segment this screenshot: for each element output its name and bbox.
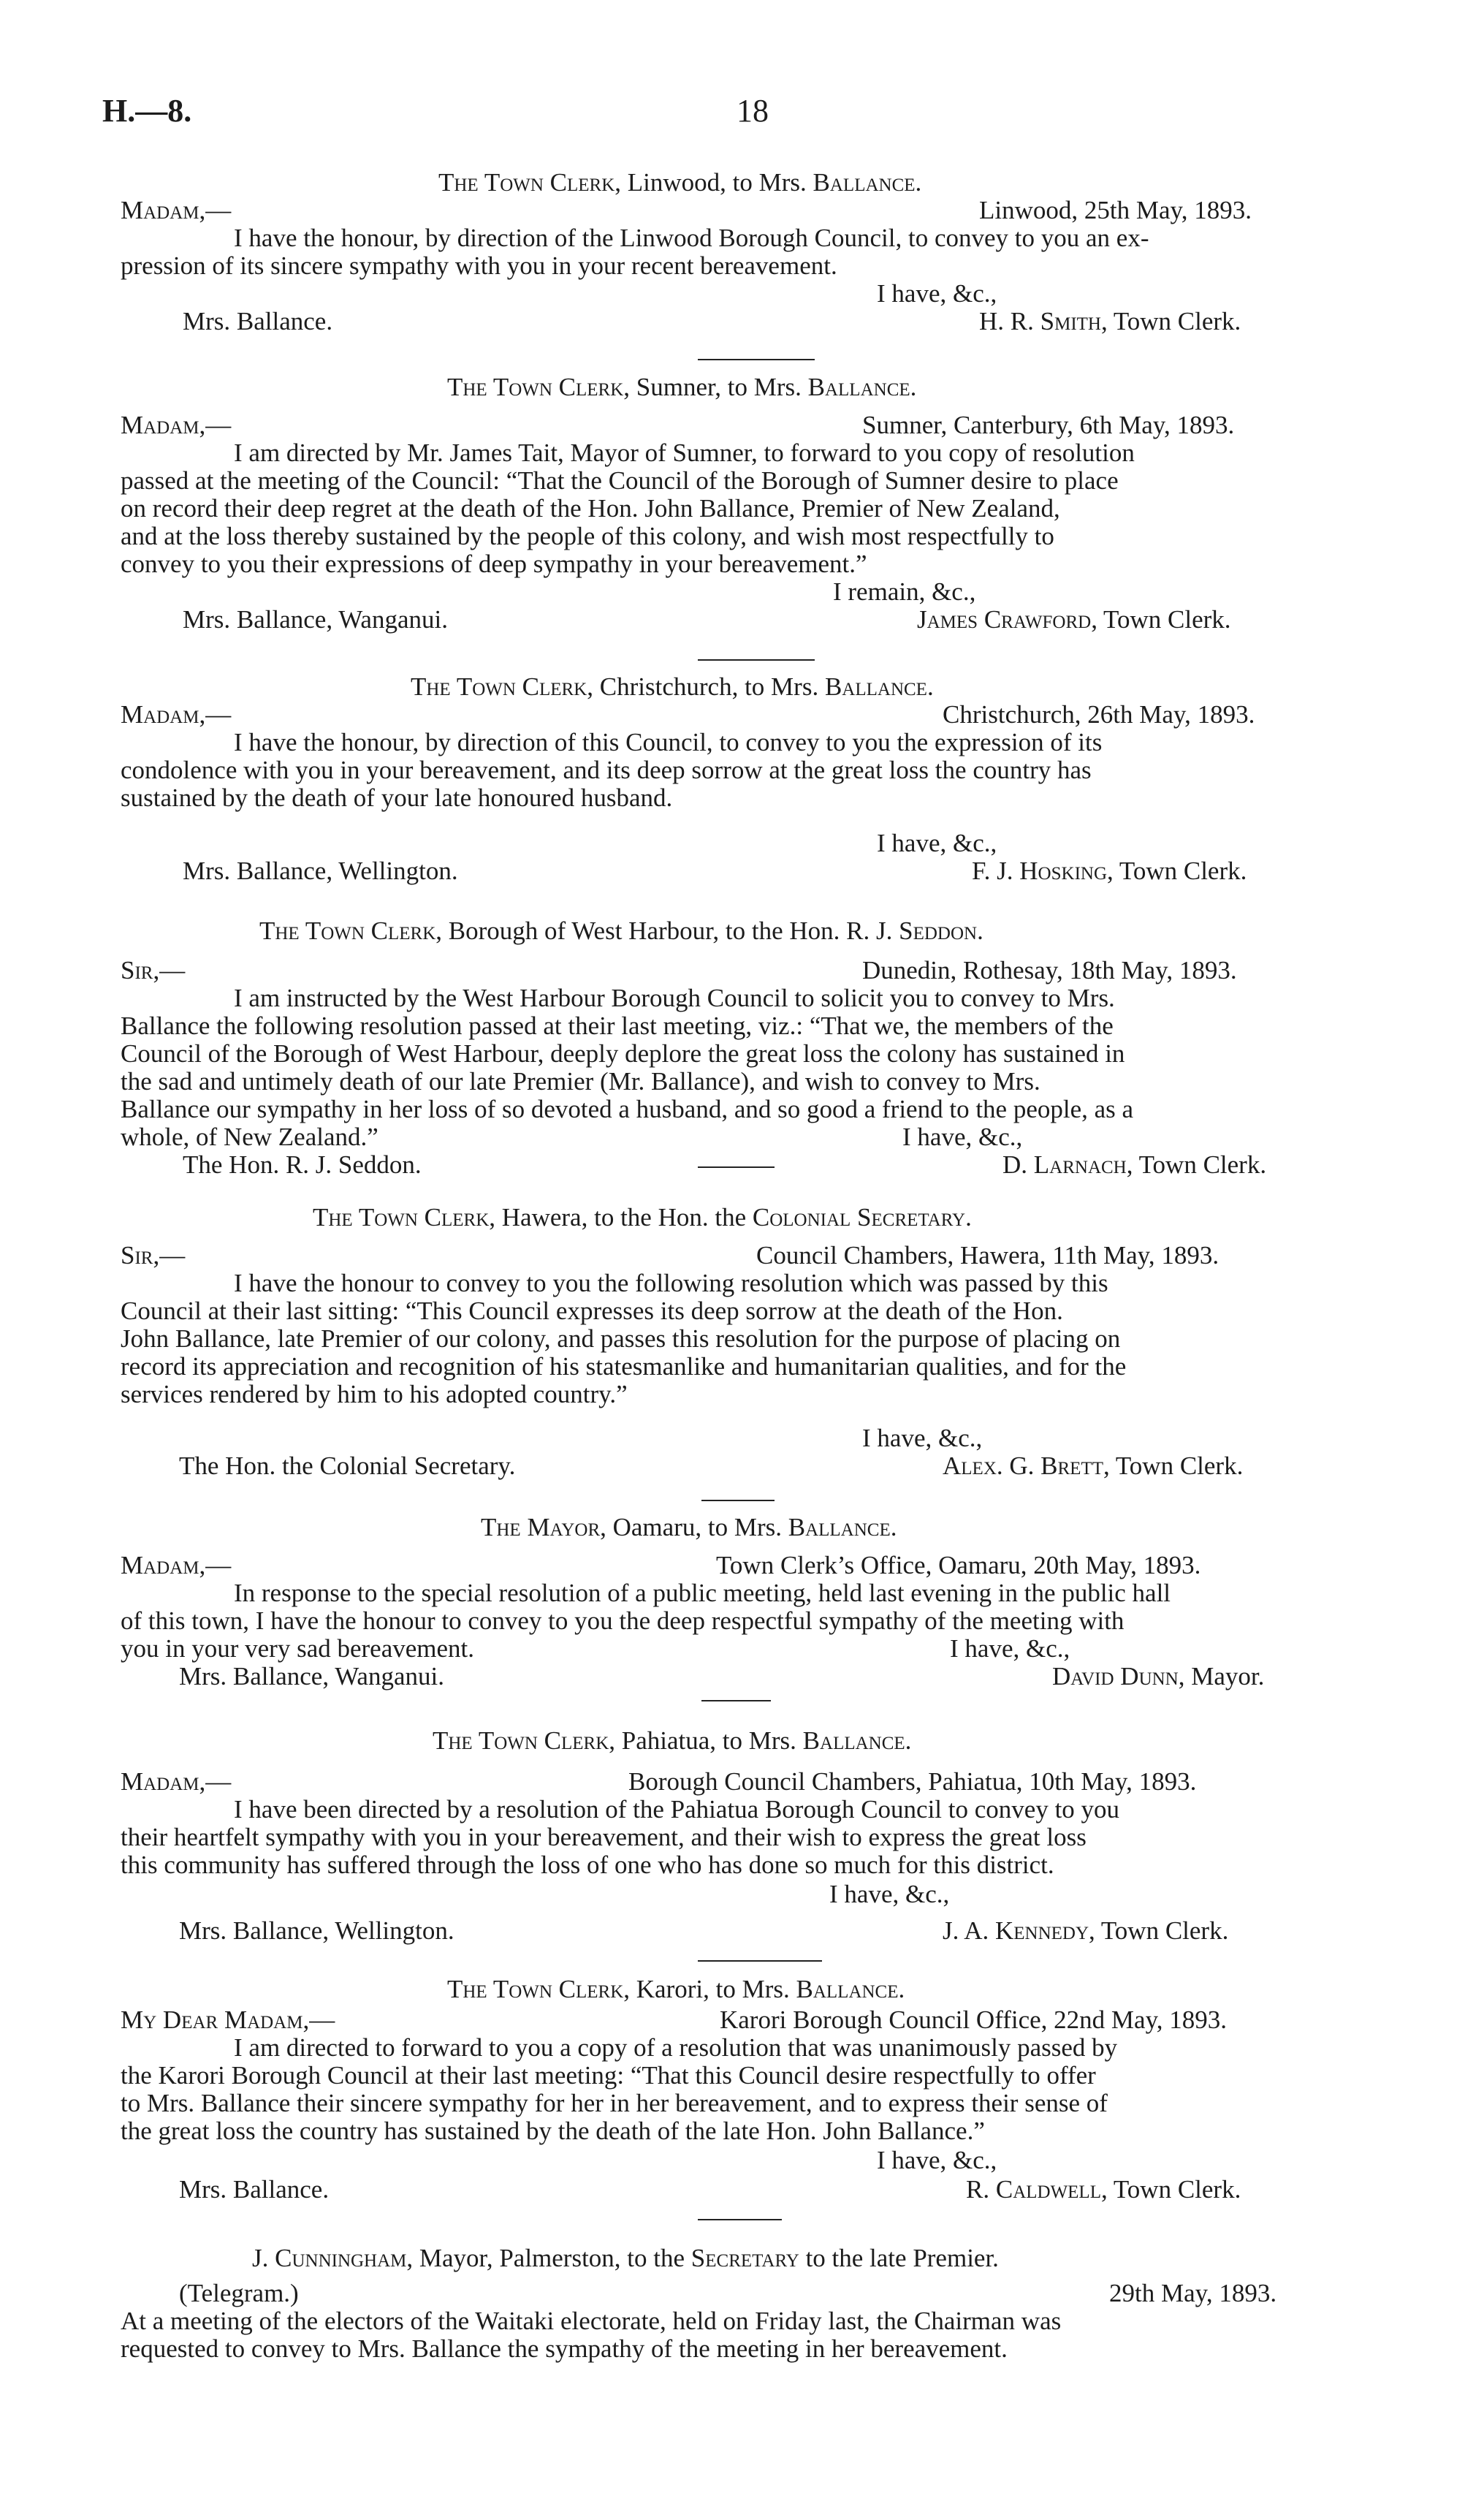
place-date: Karori Borough Council Office, 22nd May, 1893. — [720, 2006, 1228, 2034]
section-divider — [698, 1166, 775, 1168]
addressee: The Hon. R. J. Seddon. — [183, 1150, 422, 1179]
letter-title: The Town Clerk, Karori, to Mrs. Ballance. — [447, 1975, 905, 2003]
body-line: requested to convey to Mrs. Ballance the sympathy of the meeting in her bereavement. — [121, 2334, 1008, 2363]
body-line: I have been directed by a resolution of the Pahiatua Borough Council to convey to you — [234, 1795, 1120, 1824]
signature: R. Caldwell, Town Clerk. — [966, 2175, 1241, 2204]
body-line: John Ballance, late Premier of our colony, and passes this resolution for the purpose of placing on — [121, 1324, 1121, 1353]
letter-title: The Town Clerk, Borough of West Harbour, to the Hon. R. J. Seddon. — [259, 917, 983, 945]
salutation: Madam,— — [121, 196, 232, 224]
place-date: Christchurch, 26th May, 1893. — [943, 700, 1255, 729]
body-line: whole, of New Zealand.” — [121, 1123, 378, 1151]
signature: Alex. G. Brett, Town Clerk. — [943, 1452, 1244, 1480]
body-line: I have the honour, by direction of the Linwood Borough Council, to convey to you an ex- — [234, 224, 1149, 252]
closing: I remain, &c., — [833, 577, 976, 606]
place-date: Linwood, 25th May, 1893. — [979, 196, 1252, 224]
body-line: Ballance the following resolution passed at their last meeting, viz.: “That we, the members of the — [121, 1012, 1114, 1040]
letter-title: The Town Clerk, Pahiatua, to Mrs. Ballance. — [433, 1726, 912, 1755]
letter-title: J. Cunningham, Mayor, Palmerston, to the Secretary to the late Premier. — [252, 2244, 999, 2272]
body-line: I am directed by Mr. James Tait, Mayor of Sumner, to forward to you copy of resolution — [234, 439, 1135, 467]
page-number: 18 — [737, 93, 769, 129]
closing: I have, &c., — [829, 1880, 950, 1908]
closing: I have, &c., — [877, 829, 997, 857]
body-line: you in your very sad bereavement. — [121, 1634, 475, 1663]
closing: I have, &c., — [862, 1424, 983, 1452]
letter-title: The Town Clerk, Linwood, to Mrs. Ballance. — [438, 168, 922, 197]
body-line: of this town, I have the honour to convey to you the deep respectful sympathy of the meeting with — [121, 1606, 1125, 1635]
addressee: Mrs. Ballance. — [179, 2175, 330, 2204]
letter-title: The Town Clerk, Sumner, to Mrs. Ballance. — [447, 373, 917, 401]
signature: F. J. Hosking, Town Clerk. — [972, 857, 1247, 885]
body-line: Council of the Borough of West Harbour, deeply deplore the great loss the colony has sustained in — [121, 1039, 1125, 1068]
body-line: on record their deep regret at the death of the Hon. John Ballance, Premier of New Zealand, — [121, 494, 1060, 523]
letter-title: The Town Clerk, Hawera, to the Hon. the Colonial Secretary. — [313, 1203, 972, 1232]
body-line: services rendered by him to his adopted country.” — [121, 1380, 628, 1408]
closing: I have, &c., — [902, 1123, 1023, 1151]
salutation: Madam,— — [121, 1551, 232, 1579]
section-divider — [698, 659, 815, 661]
place-date: 29th May, 1893. — [1109, 2279, 1277, 2307]
addressee: Mrs. Ballance, Wellington. — [179, 1916, 454, 1945]
section-divider — [698, 359, 815, 360]
body-line: record its appreciation and recognition of his statesmanlike and humanitarian qualities, and for the — [121, 1352, 1127, 1381]
body-line: sustained by the death of your late honoured husband. — [121, 783, 673, 812]
addressee: Mrs. Ballance, Wanganui. — [183, 605, 448, 634]
addressee: Mrs. Ballance, Wellington. — [183, 857, 458, 885]
body-line: I have the honour to convey to you the following resolution which was passed by this — [234, 1269, 1108, 1297]
body-line: the great loss the country has sustained by the death of the late Hon. John Ballance.” — [121, 2117, 985, 2145]
section-divider — [701, 1500, 775, 1501]
document-reference: H.—8. — [102, 93, 192, 129]
salutation: Sir,— — [121, 956, 186, 984]
signature: J. A. Kennedy, Town Clerk. — [943, 1916, 1229, 1945]
closing: I have, &c., — [950, 1634, 1070, 1663]
body-line: At a meeting of the electors of the Waitaki electorate, held on Friday last, the Chairman was — [121, 2307, 1062, 2335]
body-line: the Karori Borough Council at their last meeting: “That this Council desire respectfully to offer — [121, 2061, 1096, 2090]
salutation: My Dear Madam,— — [121, 2006, 335, 2034]
place-date: Town Clerk’s Office, Oamaru, 20th May, 1893. — [716, 1551, 1201, 1579]
body-line: to Mrs. Ballance their sincere sympathy for her in her bereavement, and to express their sense of — [121, 2089, 1108, 2117]
signature: David Dunn, Mayor. — [1052, 1662, 1265, 1691]
section-divider — [698, 1960, 822, 1962]
body-line: I am instructed by the West Harbour Borough Council to solicit you to convey to Mrs. — [234, 984, 1115, 1012]
body-line: I am directed to forward to you a copy of a resolution that was unanimously passed by — [234, 2033, 1118, 2062]
body-line: In response to the special resolution of a public meeting, held last evening in the public hall — [234, 1579, 1171, 1607]
body-line: Ballance our sympathy in her loss of so devoted a husband, and so good a friend to the people, as a — [121, 1095, 1134, 1123]
salutation: Madam,— — [121, 700, 232, 729]
section-divider — [698, 2219, 782, 2220]
body-line: pression of its sincere sympathy with you in your recent bereavement. — [121, 251, 837, 280]
letter-title: The Town Clerk, Christchurch, to Mrs. Ballance. — [411, 672, 934, 701]
body-line: the sad and untimely death of our late Premier (Mr. Ballance), and wish to convey to Mrs. — [121, 1067, 1040, 1096]
telegram-label: (Telegram.) — [179, 2279, 299, 2307]
body-line: passed at the meeting of the Council: “That the Council of the Borough of Sumner desire to place — [121, 466, 1119, 495]
place-date: Dunedin, Rothesay, 18th May, 1893. — [862, 956, 1237, 984]
body-line: Council at their last sitting: “This Council expresses its deep sorrow at the death of the Hon. — [121, 1297, 1063, 1325]
addressee: The Hon. the Colonial Secretary. — [179, 1452, 516, 1480]
body-line: their heartfelt sympathy with you in your bereavement, and their wish to express the great loss — [121, 1823, 1087, 1851]
signature: H. R. Smith, Town Clerk. — [979, 307, 1241, 335]
addressee: Mrs. Ballance, Wanganui. — [179, 1662, 444, 1691]
place-date: Council Chambers, Hawera, 11th May, 1893. — [756, 1241, 1219, 1270]
body-line: this community has suffered through the loss of one who has done so much for this district. — [121, 1851, 1054, 1879]
body-line: condolence with you in your bereavement, and its deep sorrow at the great loss the country has — [121, 756, 1092, 784]
signature: James Crawford, Town Clerk. — [917, 605, 1231, 634]
body-line: convey to you their expressions of deep sympathy in your bereavement.” — [121, 550, 867, 578]
salutation: Sir,— — [121, 1241, 186, 1270]
salutation: Madam,— — [121, 1767, 232, 1796]
body-line: I have the honour, by direction of this Council, to convey to you the expression of its — [234, 728, 1103, 756]
closing: I have, &c., — [877, 2146, 997, 2174]
closing: I have, &c., — [877, 279, 997, 308]
signature: D. Larnach, Town Clerk. — [1002, 1150, 1267, 1179]
addressee: Mrs. Ballance. — [183, 307, 333, 335]
section-divider — [701, 1700, 771, 1701]
place-date: Sumner, Canterbury, 6th May, 1893. — [862, 411, 1235, 439]
body-line: and at the loss thereby sustained by the people of this colony, and wish most respectfully to — [121, 522, 1054, 550]
letter-title: The Mayor, Oamaru, to Mrs. Ballance. — [481, 1513, 897, 1541]
salutation: Madam,— — [121, 411, 232, 439]
place-date: Borough Council Chambers, Pahiatua, 10th May, 1893. — [628, 1767, 1197, 1796]
